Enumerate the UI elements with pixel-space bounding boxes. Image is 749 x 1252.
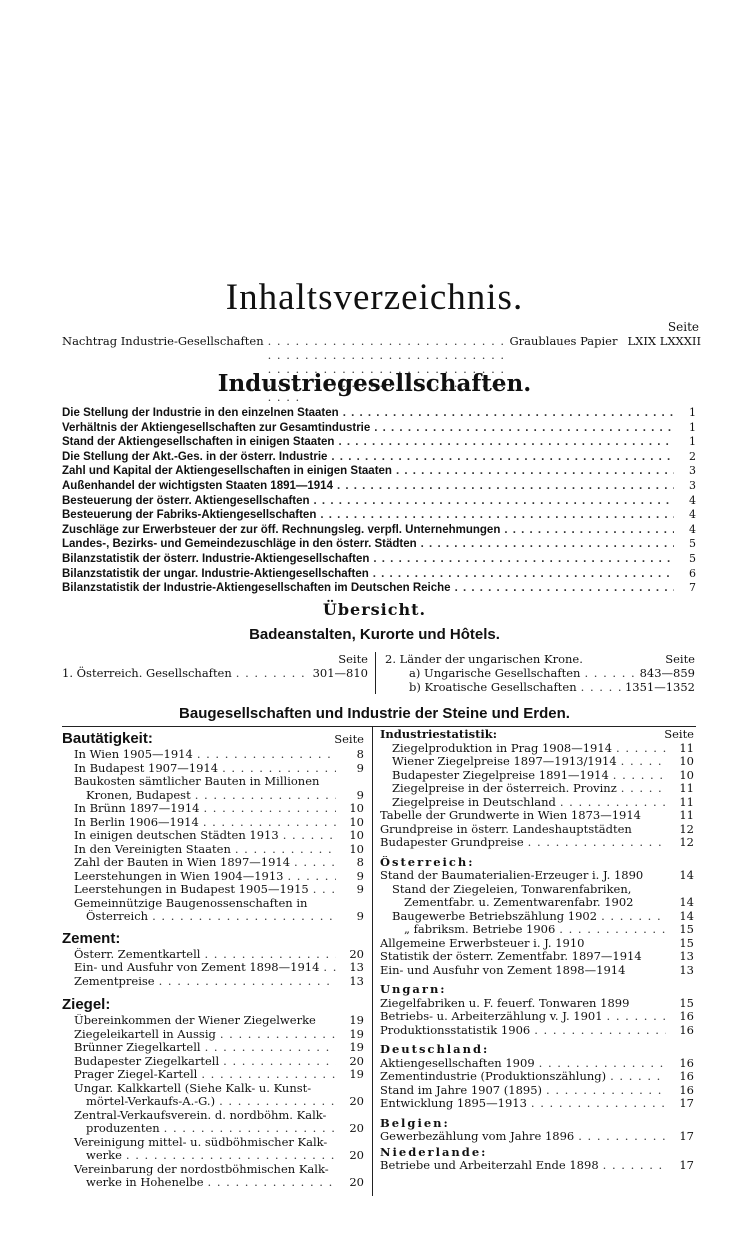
item-pages: 301—810	[312, 666, 368, 680]
leader-dots	[320, 509, 674, 523]
item-text: Stand der Ziegeleien, Tonwarenfabriken,	[392, 882, 632, 896]
section-title: Deutschland:	[380, 1043, 490, 1056]
page-number: 10	[349, 815, 364, 829]
item-text: Stand im Jahre 1907 (1895)	[380, 1083, 543, 1097]
list-item	[380, 1130, 694, 1144]
item-text: 1. Österreich. Gesellschaften	[62, 666, 232, 680]
list-item	[380, 997, 694, 1011]
item-text: Leerstehungen in Wien 1904—1913	[74, 869, 284, 883]
leader-dots	[164, 1122, 336, 1136]
page-number: 6	[689, 566, 696, 580]
item-text: In Berlin 1906—1914	[74, 815, 199, 829]
item-pages: 1351—1352	[624, 680, 695, 694]
item-text: Aktiengesellschaften 1909	[380, 1056, 535, 1070]
list-item	[380, 1084, 694, 1098]
list-item	[380, 1024, 694, 1038]
list-item	[380, 896, 694, 910]
seite-label: Seite	[665, 652, 695, 666]
item-text: Stand der Baumaterialien-Erzeuger i. J. 1890	[380, 869, 644, 882]
list-item	[62, 1176, 364, 1190]
badeanstalten-heading: Badeanstalten, Kurorte und Hôtels.	[249, 626, 500, 643]
item-text: Die Stellung der Industrie in den einzelnen Staaten	[62, 407, 339, 419]
item-text: Leerstehungen in Budapest 1905—1915	[74, 883, 309, 896]
item-text: Ziegelpreise in Deutschland	[392, 795, 556, 809]
page-number: 16	[679, 1010, 694, 1023]
list-item	[62, 537, 696, 552]
list-item	[62, 1041, 364, 1055]
leader-dots	[421, 538, 674, 552]
item-text: Besteuerung der Fabriks-Aktiengesellschaften	[62, 509, 317, 522]
list-item	[62, 775, 364, 789]
list-item	[385, 666, 695, 680]
list-item	[62, 666, 368, 680]
item-text: Prager Ziegel-Kartell	[74, 1068, 198, 1081]
leader-dots	[584, 666, 635, 680]
list-item	[380, 836, 694, 850]
list-item	[380, 869, 694, 883]
list-item	[62, 464, 696, 479]
page-number: 15	[679, 996, 694, 1010]
list-item	[62, 1163, 364, 1177]
item-text: Bilanzstatistik der Industrie-Aktiengesellschaften im Deutschen Reiche	[62, 582, 451, 595]
toc-list	[62, 406, 696, 596]
badeanstalten-right	[385, 652, 695, 694]
page-number: 13	[679, 963, 694, 977]
page-number: 16	[679, 1083, 694, 1097]
leader-dots	[203, 802, 336, 816]
page-number: 16	[679, 1056, 694, 1070]
leader-dots	[373, 553, 674, 567]
page-number: 17	[679, 1130, 694, 1143]
list-item	[62, 581, 696, 596]
leader-dots	[313, 883, 336, 897]
list-item	[62, 1014, 364, 1028]
leader-dots	[504, 524, 674, 538]
list-item	[380, 1159, 694, 1173]
item-text: Baukosten sämtlicher Bauten in Millionen	[74, 775, 320, 788]
leader-dots	[195, 789, 336, 803]
page-number: 12	[679, 822, 694, 836]
page-number: 17	[679, 1159, 694, 1172]
section-heading	[380, 1043, 694, 1057]
section-heading	[380, 856, 694, 870]
list-item	[62, 567, 696, 582]
list-item	[380, 1070, 694, 1084]
list-item	[380, 964, 694, 978]
leader-dots	[396, 465, 674, 479]
leader-dots	[283, 829, 336, 843]
baugesellschaften-heading: Baugesellschaften und Industrie der Steine und Erden.	[179, 705, 570, 722]
leader-dots	[220, 1028, 336, 1042]
item-text: Gewerbezählung vom Jahre 1896	[380, 1130, 575, 1143]
leader-dots	[331, 451, 674, 465]
item-text: mörtel-Verkaufs-A.-G.)	[86, 1095, 216, 1108]
list-item	[385, 680, 695, 694]
leader-dots	[222, 762, 336, 776]
list-item	[62, 1082, 364, 1096]
list-item	[380, 1010, 694, 1024]
list-item	[380, 755, 694, 769]
page-number: 8	[356, 856, 364, 869]
leader-dots	[581, 680, 621, 694]
page-number: 17	[679, 1097, 694, 1110]
page-number: 11	[679, 741, 694, 755]
leader-dots	[204, 948, 336, 962]
leader-dots	[531, 1097, 666, 1111]
column-divider	[372, 726, 373, 1196]
badeanstalten-left	[62, 652, 368, 680]
page-number: 3	[689, 464, 696, 478]
list-item	[62, 897, 364, 911]
page-number: 9	[356, 788, 364, 802]
item-pages: 843—859	[639, 666, 695, 680]
section-heading	[62, 928, 364, 948]
page-number: 14	[679, 896, 694, 909]
list-item	[62, 523, 696, 538]
page-number: 2	[689, 449, 696, 463]
item-text: Außenhandel der wichtigsten Staaten 1891—1914	[62, 479, 333, 492]
list-item	[62, 1095, 364, 1109]
page-number: 13	[349, 974, 364, 988]
section-title: Zement:	[62, 929, 121, 947]
item-text: b) Kroatische Gesellschaften	[409, 680, 577, 694]
item-text: Ziegelproduktion in Prag 1908—1914	[392, 741, 613, 755]
page-number: 14	[679, 869, 694, 882]
seite-label: Seite	[667, 320, 699, 334]
leader-dots	[621, 782, 666, 796]
list-item	[380, 742, 694, 756]
section-title: Ziegel:	[62, 996, 111, 1013]
list-item	[62, 1149, 364, 1163]
leader-dots	[314, 495, 674, 509]
list-item	[62, 856, 364, 870]
page-number: 10	[679, 768, 694, 782]
leader-dots	[621, 755, 666, 769]
page-number: 19	[349, 1027, 364, 1041]
item-text: Zentral-Verkaufsverein. d. nordböhm. Kalk-	[74, 1108, 327, 1122]
leader-dots	[197, 748, 336, 762]
leader-dots	[601, 910, 666, 924]
page-number: 11	[679, 795, 694, 809]
page-number: 9	[356, 761, 364, 775]
page-number: 20	[349, 947, 364, 961]
leader-dots	[616, 742, 666, 756]
seite-label: Seite	[334, 732, 364, 746]
item-text: Budapester Ziegelkartell	[74, 1054, 220, 1068]
item-text: Die Stellung der Akt.-Ges. in der österr. Industrie	[62, 450, 328, 463]
list-item	[380, 1097, 694, 1111]
item-text: Österr. Zementkartell	[74, 947, 201, 961]
item-text: Tabelle der Grundwerte in Wien 1873—1914	[380, 809, 641, 822]
leader-dots	[337, 480, 674, 494]
item-text: Übereinkommen der Wiener Ziegelwerke	[74, 1014, 316, 1027]
list-item	[380, 823, 694, 837]
item-text: werke in Hohenelbe	[86, 1176, 204, 1189]
page-number: 19	[349, 1014, 364, 1027]
item-text: Brünner Ziegelkartell	[74, 1041, 201, 1054]
item-text: In Brünn 1897—1914	[74, 802, 200, 815]
section-heading	[62, 728, 364, 748]
list-item	[62, 910, 364, 924]
list-item	[62, 435, 696, 450]
item-text: Ein- und Ausfuhr von Zement 1898—1914	[74, 961, 320, 974]
list-item	[62, 843, 364, 857]
item-text: werke	[86, 1149, 122, 1162]
item-text: Zementpreise	[74, 974, 155, 988]
leader-dots	[126, 1149, 336, 1163]
page-number: 11	[679, 782, 694, 795]
item-text: Kronen, Budapest	[86, 788, 191, 802]
section-title: Österreich:	[380, 855, 475, 869]
leader-dots	[223, 1055, 336, 1069]
list-item	[380, 883, 694, 897]
list-item	[62, 829, 364, 843]
uebersicht-heading: Übersicht.	[322, 600, 427, 619]
item-text: Ziegelfabriken u. F. feuerf. Tonwaren 1899	[380, 996, 630, 1010]
list-item	[62, 948, 364, 962]
item-text: Statistik der österr. Zementfabr. 1897—1914	[380, 950, 642, 963]
leader-dots	[294, 856, 336, 870]
item-text: In Wien 1905—1914	[74, 748, 193, 761]
item-text: Vereinbarung der nordostböhmischen Kalk-	[74, 1162, 329, 1176]
item-text: Budapester Grundpreise	[380, 836, 524, 849]
badeanstalten-right-items	[385, 666, 695, 694]
page-number: 20	[349, 1122, 364, 1135]
section-heading	[380, 983, 694, 997]
page-number: 1	[689, 435, 696, 449]
list-item	[380, 769, 694, 783]
leader-dots	[374, 422, 674, 436]
section-heading	[380, 728, 694, 742]
section-heading	[380, 1117, 694, 1131]
list-header	[385, 652, 695, 666]
page-number: 13	[679, 950, 694, 963]
leader-dots	[152, 910, 336, 924]
list-item	[380, 950, 694, 964]
right-column	[380, 728, 694, 1173]
page-number: 1	[689, 406, 696, 419]
leader-dots	[528, 836, 666, 850]
leader-dots	[578, 1130, 666, 1144]
item-text: Betriebs- u. Arbeiterzählung v. J. 1901	[380, 1010, 603, 1023]
leader-dots	[287, 870, 336, 884]
item-text: Vereinigung mittel- u. südböhmischer Kalk-	[74, 1135, 328, 1149]
list-item	[62, 479, 696, 494]
leader-dots	[323, 961, 336, 975]
leader-dots	[559, 923, 666, 937]
page-number: 1	[689, 420, 696, 434]
leader-dots	[159, 975, 336, 989]
list-item	[62, 450, 696, 465]
page-number: 13	[349, 961, 364, 974]
list-item	[62, 1028, 364, 1042]
item-text: Bilanzstatistik der ungar. Industrie-Aktiengesellschaften	[62, 567, 369, 580]
page-number: 14	[679, 909, 694, 923]
list-item	[62, 421, 696, 436]
page-number: 20	[349, 1176, 364, 1189]
leader-dots	[236, 666, 309, 680]
list-item	[62, 1109, 364, 1123]
leader-dots	[208, 1176, 336, 1190]
leader-dots	[546, 1084, 666, 1098]
list-item	[62, 816, 364, 830]
item-text: Produktionsstatistik 1906	[380, 1023, 531, 1037]
list-item	[380, 809, 694, 823]
page-number: 10	[349, 829, 364, 842]
item-text: In Budapest 1907—1914	[74, 761, 219, 775]
section-title: Bautätigkeit:	[62, 730, 153, 747]
page-number: 9	[356, 883, 364, 896]
list-item	[62, 961, 364, 975]
item-text: a) Ungarische Gesellschaften	[409, 666, 581, 680]
list-item	[62, 1122, 364, 1136]
list-item	[62, 748, 364, 762]
item-text: Zementindustrie (Produktionszählung)	[380, 1070, 607, 1083]
list-item	[62, 494, 696, 509]
section-heading	[62, 994, 364, 1014]
page-title: Inhaltsverzeichnis.	[225, 277, 524, 318]
leader-dots	[201, 1068, 336, 1082]
list-item	[62, 762, 364, 776]
list-item	[62, 1055, 364, 1069]
item-text: Baugewerbe Betriebszählung 1902	[392, 909, 598, 923]
leader-dots	[610, 1070, 666, 1084]
leader-dots	[235, 843, 336, 857]
header-text: 2. Länder der ungarischen Krone.	[385, 652, 583, 666]
left-column	[62, 728, 364, 1190]
item-text: Besteuerung der österr. Aktiengesellschaften	[62, 494, 310, 507]
item-text: In den Vereinigten Staaten	[74, 842, 231, 856]
list-item	[62, 406, 696, 421]
page-number: 12	[679, 836, 694, 849]
leader-dots	[219, 1095, 336, 1109]
item-text: In einigen deutschen Städten 1913	[74, 829, 279, 842]
leader-dots	[607, 1010, 666, 1024]
nachtrag-ref: Graublaues Papier	[509, 334, 618, 348]
list-item	[62, 552, 696, 567]
leader-dots	[613, 769, 666, 783]
leader-dots	[343, 407, 674, 421]
leader-dots	[603, 1159, 666, 1173]
item-text: „ fabriksm. Betriebe 1906	[404, 923, 556, 936]
leader-dots	[539, 1057, 666, 1071]
list-item	[380, 1057, 694, 1071]
page-number: 16	[679, 1070, 694, 1083]
item-text: Allgemeine Erwerbsteuer i. J. 1910	[380, 936, 585, 950]
item-text: Verhältnis der Aktiengesellschaften zur Gesamtindustrie	[62, 421, 371, 434]
list-item	[380, 910, 694, 924]
item-text: Grundpreise in österr. Landeshauptstädten	[380, 822, 632, 836]
item-text: Ziegelpreise in der österreich. Provinz	[392, 782, 617, 795]
item-text: Wiener Ziegelpreise 1897—1913/1914	[392, 755, 617, 768]
column-divider	[375, 652, 376, 694]
section-title: Niederlande:	[380, 1145, 488, 1159]
page-number: 20	[349, 1149, 364, 1162]
list-item	[62, 508, 696, 523]
item-text: Landes-, Bezirks- und Gemeindezuschläge in den österr. Städten	[62, 538, 417, 551]
page-number: 4	[689, 522, 696, 536]
list-item	[62, 975, 364, 989]
list-item	[62, 789, 364, 803]
list-item	[380, 782, 694, 796]
page-number: 19	[349, 1041, 364, 1054]
page-number: 11	[679, 809, 694, 822]
item-text: Bilanzstatistik der österr. Industrie-Aktiengesellschaften	[62, 552, 370, 565]
list-item	[62, 1136, 364, 1150]
item-text: Ein- und Ausfuhr von Zement 1898—1914	[380, 963, 626, 977]
page-number: 7	[689, 581, 696, 595]
leader-dots	[338, 436, 674, 450]
seite-label: Seite	[338, 652, 368, 666]
leader-dots	[560, 796, 666, 810]
page-number: 4	[689, 508, 696, 522]
item-text: Zementfabr. u. Zementwarenfabr. 1902	[404, 896, 634, 909]
page-number: 8	[356, 748, 364, 761]
item-text: Ungar. Kalkkartell (Siehe Kalk- u. Kunst-	[74, 1081, 312, 1095]
item-text: Zahl der Bauten in Wien 1897—1914	[74, 856, 291, 869]
item-text: Zuschläge zur Erwerbsteuer der zur öff. Rechnungsleg. verpfl. Unternehmungen	[62, 523, 501, 536]
page-number: 5	[689, 551, 696, 565]
section-title: Ungarn:	[380, 983, 447, 996]
page-number: 20	[349, 1095, 364, 1108]
list-item	[62, 870, 364, 884]
page-number: 3	[689, 478, 696, 492]
item-text: Entwicklung 1895—1913	[380, 1097, 527, 1110]
list-item	[380, 923, 694, 937]
item-text: Gemeinnützige Baugenossenschaften in	[74, 896, 308, 910]
list-item	[62, 1068, 364, 1082]
leader-dots	[373, 568, 674, 582]
leader-dots	[534, 1024, 666, 1038]
page-number: 19	[349, 1068, 364, 1081]
item-text: Budapester Ziegelpreise 1891—1914	[392, 768, 609, 782]
seite-label: Seite	[664, 728, 694, 741]
nachtrag-label: Nachtrag Industrie-Gesellschaften	[62, 334, 264, 348]
list-item	[62, 883, 364, 897]
item-text: produzenten	[86, 1122, 160, 1135]
section-title: Belgien:	[380, 1116, 450, 1130]
item-text: Zahl und Kapital der Aktiengesellschaften in einigen Staaten	[62, 465, 392, 478]
item-text: Stand der Aktiengesellschaften in einigen Staaten	[62, 436, 335, 449]
section-heading	[380, 1146, 694, 1160]
leader-dots	[205, 1041, 336, 1055]
page-number: 9	[356, 910, 364, 923]
item-text: Ziegeleikartell in Aussig	[74, 1027, 216, 1041]
leader-dots	[203, 816, 336, 830]
list-item	[380, 796, 694, 810]
list-item	[380, 937, 694, 951]
page-number: 15	[679, 923, 694, 936]
section-title-industriegesellschaften: Industriegesellschaften.	[217, 370, 532, 397]
page-number: 10	[679, 755, 694, 768]
page-number: 10	[349, 842, 364, 856]
page-number: 9	[356, 869, 364, 883]
item-text: Betriebe und Arbeiterzahl Ende 1898	[380, 1159, 599, 1172]
item-text: Österreich	[86, 910, 149, 923]
section-title: Industriestatistik:	[380, 728, 497, 741]
page-number: 16	[679, 1023, 694, 1037]
page-number: 10	[349, 802, 364, 815]
page-number: 20	[349, 1054, 364, 1068]
page-number: 15	[679, 936, 694, 950]
leader-dots	[455, 582, 674, 596]
page-number: 4	[689, 493, 696, 507]
page-number: 5	[689, 537, 696, 551]
nachtrag-pages: LXIX LXXXII	[627, 334, 701, 348]
divider	[62, 726, 696, 727]
list-item	[62, 802, 364, 816]
